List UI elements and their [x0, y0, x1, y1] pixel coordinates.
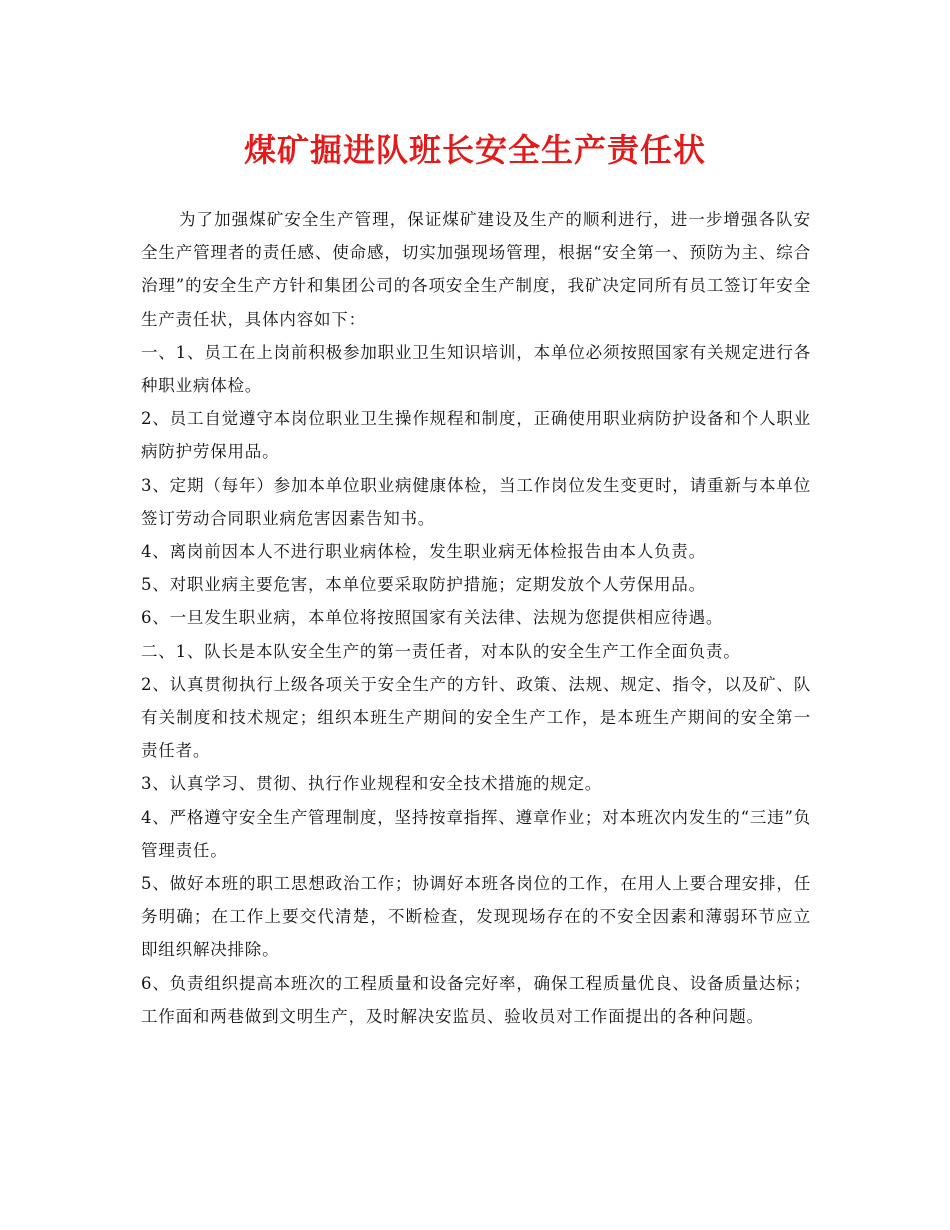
paragraph: 一、1、员工在上岗前积极参加职业卫生知识培训，本单位必须按照国家有关规定进行各种职业病体检。	[141, 342, 811, 396]
document-body	[141, 203, 811, 1033]
paragraph: 5、做好本班的职工思想政治工作；协调好本班各岗位的工作，在用人上要合理安排，任务明确；在工作上要交代清楚，不断检查，发现现场存在的不安全因素和薄弱环节应立即组织解决排除。	[141, 874, 811, 960]
document-title: 煤矿掘进队班长安全生产责任状	[243, 131, 706, 169]
paragraph: 2、员工自觉遵守本岗位职业卫生操作规程和制度，正确使用职业病防护设备和个人职业病防护劳保用品。	[141, 409, 811, 462]
paragraph: 4、严格遵守安全生产管理制度，坚持按章指挥、遵章作业；对本班次内发生的“三违”负管理责任。	[141, 807, 811, 860]
paragraph: 3、定期（每年）参加本单位职业病健康体检，当工作岗位发生变更时，请重新与本单位签订劳动合同职业病危害因素告知书。	[141, 475, 811, 528]
intro-paragraph: 为了加强煤矿安全生产管理，保证煤矿建设及生产的顺利进行，进一步增强各队安全生产管理者的责任感、使命感，切实加强现场管理，根据“安全第一、预防为主、综合治理”的安全生产方针和集团公司的各项安全生产制度，我矿决定同所有员工签订年安全生产责任状，具体内容如下：	[141, 210, 811, 329]
paragraph: 6、一旦发生职业病，本单位将按照国家有关法律、法规为您提供相应待遇。	[141, 608, 724, 628]
paragraph: 3、认真学习、贯彻、执行作业规程和安全技术措施的规定。	[141, 774, 603, 794]
paragraph: 5、对职业病主要危害，本单位要采取防护措施；定期发放个人劳保用品。	[141, 575, 706, 595]
paragraph: 4、离岗前因本人不进行职业病体检，发生职业病无体检报告由本人负责。	[141, 542, 706, 562]
paragraph: 2、认真贯彻执行上级各项关于安全生产的方针、政策、法规、规定、指令，以及矿、队有关制度和技术规定；组织本班生产期间的安全生产工作，是本班生产期间的安全第一责任者。	[141, 674, 811, 761]
paragraph: 二、1、队长是本队安全生产的第一责任者，对本队的安全生产工作全面负责。	[141, 641, 741, 661]
paragraph: 6、负责组织提高本班次的工程质量和设备完好率，确保工程质量优良、设备质量达标；工作面和两巷做到文明生产，及时解决安监员、验收员对工作面提出的各种问题。	[141, 973, 811, 1026]
